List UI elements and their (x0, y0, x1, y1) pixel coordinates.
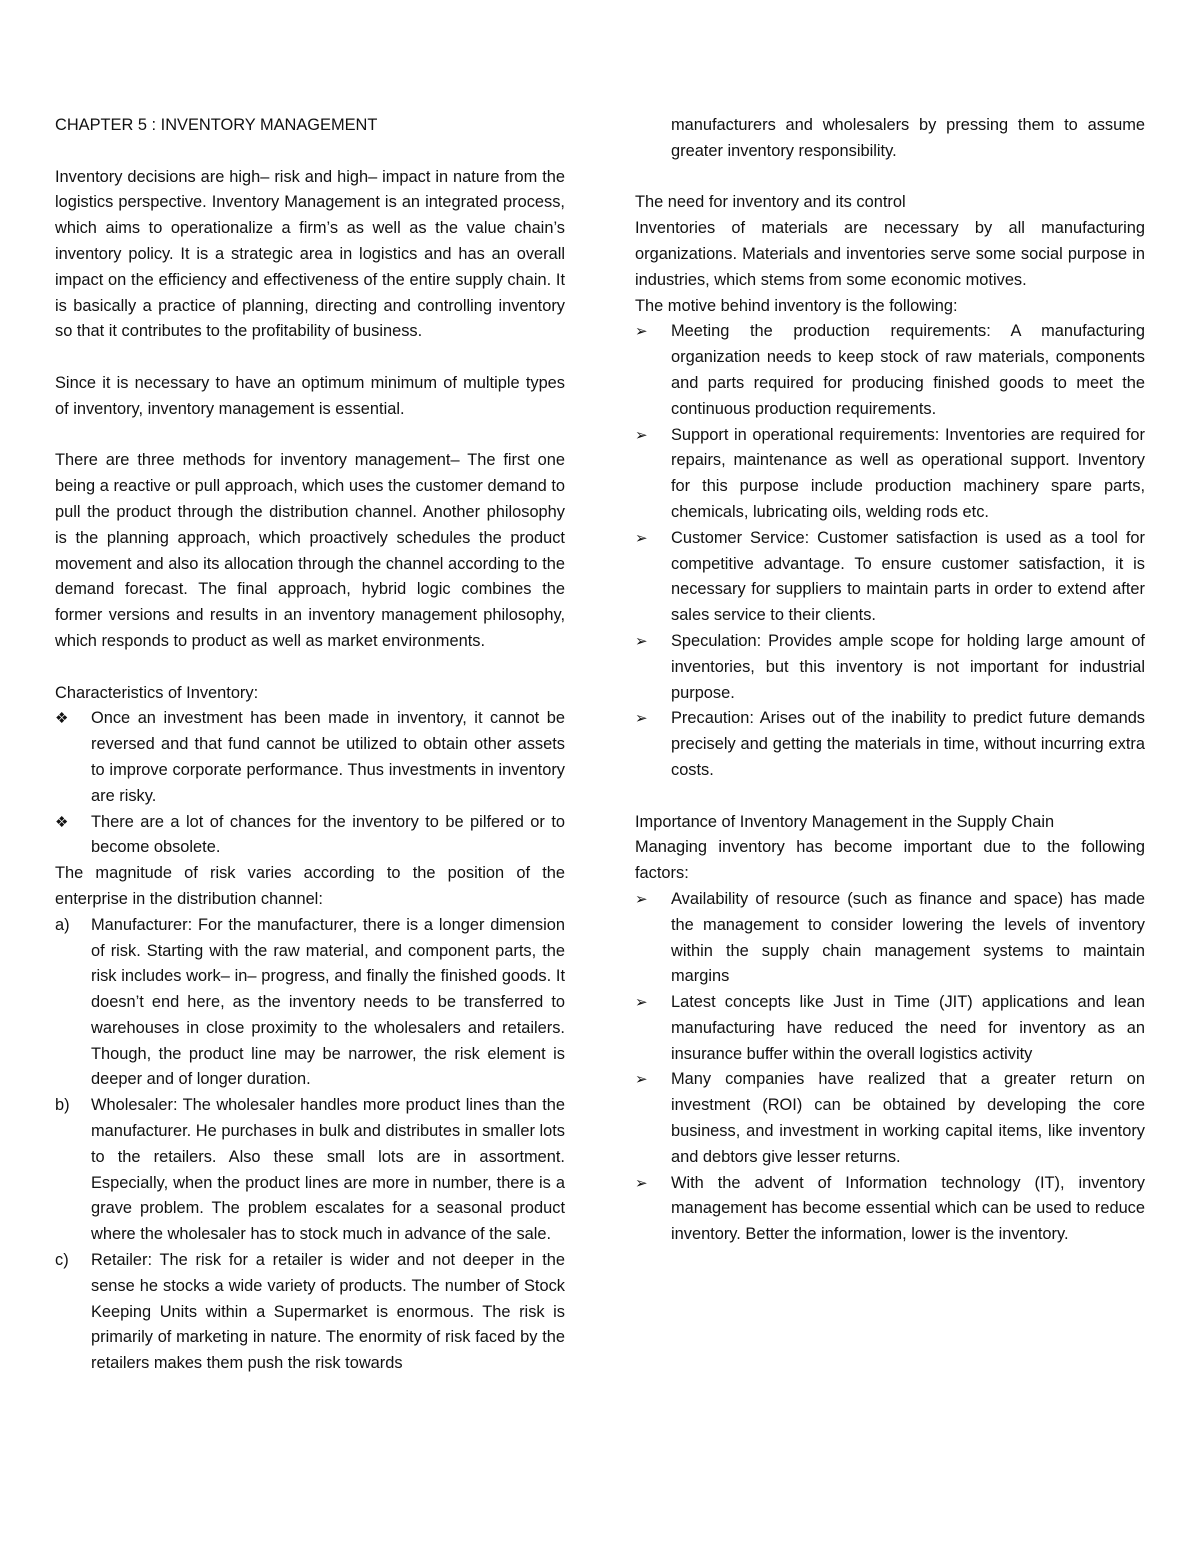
list-item (635, 706, 1145, 783)
list-item-text: Manufacturer: For the manufacturer, there is a longer dimension of risk. Starting with the raw material, and component parts, the risk includes work– in– progress, and finally the finished goods. It doesn’t end here, as the inventory needs to be transferred to warehouses in close proximity to the wholesalers and retailers. Though, the product line may be narrower, the risk element is deeper and of longer duration. (91, 915, 565, 1089)
list-item (55, 913, 565, 1094)
arrow-bullet-icon: ➢ (635, 890, 648, 908)
factors-list (635, 887, 1145, 1248)
list-item (635, 423, 1145, 526)
list-item (55, 1093, 565, 1248)
list-item (55, 810, 565, 862)
list-item (55, 706, 565, 809)
arrow-bullet-icon: ➢ (635, 994, 648, 1012)
list-item-text: Latest concepts like Just in Time (JIT) applications and lean manufacturing have reduced the need for inventory as an insurance buffer within the overall logistics activity (671, 993, 1145, 1063)
list-item-text: With the advent of Information technology (IT), inventory management has become essential which can be used to reduce inventory. Better the information, lower is the inventory. (671, 1173, 1145, 1244)
list-item (55, 1248, 565, 1377)
list-item (635, 319, 1145, 422)
list-item-text: Retailer: The risk for a retailer is wider and not deeper in the sense he stocks a wide variety of products. The number of Stock Keeping Units within a Supermarket is enormous. The risk is primarily of marketing in nature. The enormity of risk faced by the retailers makes them push the risk towards (91, 1251, 565, 1373)
continuation-text: manufacturers and wholesalers by pressing them to assume greater inventory responsibility. (671, 116, 1145, 160)
motives-list (635, 319, 1145, 783)
motive-intro: The motive behind inventory is the following: (635, 296, 958, 315)
list-item (635, 887, 1145, 990)
list-item-text: Availability of resource (such as finance and space) has made the management to consider lowering the levels of inventory within the supply chain management systems to maintain margins (671, 889, 1145, 986)
diamond-bullet-icon: ❖ (55, 813, 69, 831)
positions-list (55, 913, 565, 1377)
intro-paragraph: Inventory decisions are high– risk and high– impact in nature from the logistics perspective. Inventory Management is an integrated process, which aims to operationalize a firm’s as well as the value chain’s inventory policy. It is a strategic area in logistics and has an overall impact on the efficiency and effectiveness of the entire supply chain. It is basically a practice of planning, directing and controlling inventory so that it contributes to the profitability of business. (55, 167, 565, 341)
list-item (635, 990, 1145, 1067)
arrow-bullet-icon: ➢ (635, 710, 648, 728)
need-paragraph: Inventories of materials are necessary by all manufacturing organizations. Materials and inventories serve some social purpose in industries, which stems from some economic motives. (635, 219, 1145, 289)
arrow-bullet-icon: ➢ (635, 323, 648, 341)
list-item-text: Many companies have realized that a greater return on investment (ROI) can be obtained by developing the core business, and investment in working capital items, like inventory and debtors give lesser returns. (671, 1070, 1145, 1166)
list-item-text: Precaution: Arises out of the inability to predict future demands precisely and getting the materials in time, without incurring extra costs. (671, 709, 1145, 779)
characteristics-list (55, 706, 565, 861)
list-item-text: Support in operational requirements: Inventories are required for repairs, maintenance as well as operational support. Inventory for this purpose include production machinery spare parts, chemicals, lubricating oils, welding rods etc. (671, 425, 1145, 521)
magnitude-paragraph: The magnitude of risk varies according to the position of the enterprise in the distribution channel: (55, 864, 565, 908)
arrow-bullet-icon: ➢ (635, 1071, 648, 1089)
methods-paragraph: There are three methods for inventory management– The first one being a reactive or pull approach, which uses the customer demand to pull the product through the distribution channel. Another philosophy is the planning approach, which proactively schedules the product movement and also its allocation through the channel according to the demand forecast. The final approach, hybrid logic combines the former versions and results in an inventory management philosophy, which responds to product as well as market environments. (55, 451, 565, 650)
list-item-text: There are a lot of chances for the inventory to be pilfered or to become obsolete. (91, 812, 565, 857)
list-item (635, 1067, 1145, 1170)
need-heading: The need for inventory and its control (635, 193, 906, 212)
chapter-title: CHAPTER 5 : INVENTORY MANAGEMENT (55, 116, 378, 134)
list-item (635, 526, 1145, 629)
right-column (635, 113, 1145, 1248)
list-item (635, 1171, 1145, 1248)
arrow-bullet-icon: ➢ (635, 632, 648, 650)
importance-heading: Importance of Inventory Management in the Supply Chain (635, 812, 1055, 831)
list-item-text: Customer Service: Customer satisfaction is used as a tool for competitive advantage. To ensure customer satisfaction, it is necessary for suppliers to maintain parts in order to extend after sales service to their clients. (671, 528, 1145, 625)
list-item-text: Wholesaler: The wholesaler handles more product lines than the manufacturer. He purchases in bulk and distributes in smaller lots to the retailers. Also these small lots are in assortment. Especially, when the product lines are more in number, there is a grave problem. The problem escalates for a seasonal product where the wholesaler has to stock much in advance of the sale. (91, 1096, 565, 1244)
arrow-bullet-icon: ➢ (635, 529, 648, 547)
importance-intro: Managing inventory has become important due to the following factors: (635, 838, 1145, 883)
list-marker: c) (55, 1251, 69, 1270)
diamond-bullet-icon: ❖ (55, 710, 69, 728)
optimum-paragraph: Since it is necessary to have an optimum minimum of multiple types of inventory, inventory management is essential. (55, 373, 565, 418)
list-item (635, 629, 1145, 706)
list-marker: a) (55, 915, 70, 934)
list-marker: b) (55, 1096, 70, 1115)
list-item-text: Once an investment has been made in inventory, it cannot be reversed and that fund cannot be utilized to obtain other assets to improve corporate performance. Thus investments in inventory are risky. (91, 709, 565, 805)
characteristics-heading: Characteristics of Inventory: (55, 683, 259, 702)
arrow-bullet-icon: ➢ (635, 1174, 648, 1192)
arrow-bullet-icon: ➢ (635, 426, 648, 444)
left-column (55, 113, 565, 1377)
list-item-text: Meeting the production requirements: A manufacturing organization needs to keep stock of raw materials, components and parts required for producing finished goods to meet the continuous production requirements. (671, 322, 1145, 418)
list-item-text: Speculation: Provides ample scope for holding large amount of inventories, but this inventory is not important for industrial purpose. (671, 631, 1145, 702)
